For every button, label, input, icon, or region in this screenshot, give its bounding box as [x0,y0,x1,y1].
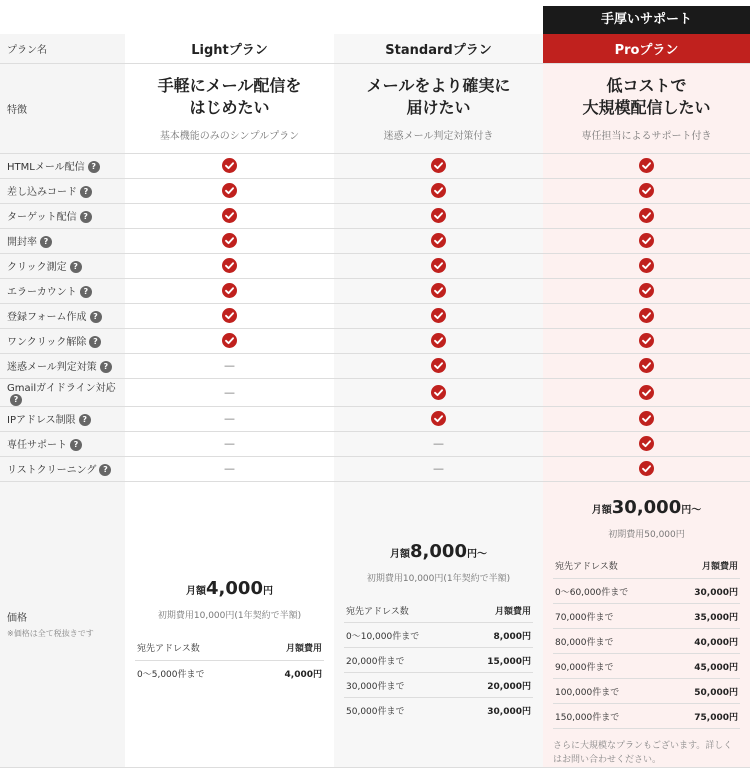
check-icon [431,208,446,223]
pro-price-table [553,554,740,730]
help-icon[interactable]: ? [80,186,92,198]
feature-name: HTMLメール配信 [7,162,85,173]
check-icon [222,183,237,198]
plan-header-row [0,34,750,63]
not-available-dash: — [224,385,235,399]
not-available-dash: — [224,437,235,450]
pro-feature-cell [543,63,750,153]
check-icon [431,411,446,426]
price-tier-row [344,648,533,673]
standard-initial-fee: 初期費用10,000円(1年契約で半額) [366,573,511,584]
check-icon [639,183,654,198]
feature-name: 登録フォーム作成 [7,312,87,323]
tier-range: 150,000件まで [553,704,669,729]
tier-range: 100,000件まで [553,679,669,704]
feature-name-cell [0,153,125,178]
light-price-prefix: 月額 [186,586,207,598]
standard-feature-availability [334,278,543,303]
price-tier-row [344,673,533,698]
pro-more-plans-note: さらに大規模なプランもございます。詳しくはお問い合わせください。 [553,741,733,765]
light-feature-availability [125,303,334,328]
check-icon [639,436,654,451]
check-icon [639,208,654,223]
light-feature-cell [125,63,334,153]
help-icon[interactable]: ? [10,394,22,406]
pro-feature-availability [543,278,750,303]
feature-row-item [0,353,750,378]
price-tier-row [344,623,533,648]
pro-feature-availability [543,178,750,203]
pro-feature-availability [543,378,750,406]
light-feature-availability [125,406,334,431]
tier-fee: 20,000円 [461,673,533,698]
feature-row-item [0,253,750,278]
standard-feature-availability [334,406,543,431]
pro-price-suffix: 円〜 [681,504,702,516]
standard-price-prefix: 月額 [390,548,411,560]
pro-feature-title-1: 低コストで [606,75,687,95]
check-icon [222,158,237,173]
feature-name: クリック測定 [7,262,67,273]
tier-range: 0〜5,000件まで [137,669,205,680]
help-icon[interactable]: ? [100,361,112,373]
price-tier-row [135,660,324,685]
help-icon[interactable]: ? [80,286,92,298]
pro-feature-availability [543,228,750,253]
price-tier-row [553,654,740,679]
standard-price-headline [344,541,533,562]
light-feature-availability [125,228,334,253]
feature-name-cell [0,303,125,328]
recommended-badge: 手厚いサポート [543,6,750,34]
standard-feature-availability [334,228,543,253]
price-tier-row [553,704,740,729]
standard-feature-title-1: メールをより確実に [366,75,511,95]
price-label-cell [0,481,125,768]
standard-price-amount: 8,000 [410,540,467,562]
light-feature-availability [125,378,334,406]
feature-name: リストクリーニング [7,465,97,476]
check-icon [431,158,446,173]
feature-name-cell [0,328,125,353]
pro-initial-fee: 初期費用50,000円 [608,529,685,540]
pro-feature-availability [543,153,750,178]
light-feature-availability [125,431,334,456]
feature-name-cell [0,203,125,228]
help-icon[interactable]: ? [70,439,82,451]
standard-feature-availability [334,378,543,406]
not-available-dash: — [224,359,235,372]
feature-row-item [0,378,750,406]
help-icon[interactable]: ? [99,464,111,476]
light-price-suffix: 円 [262,586,273,598]
feature-row-item [0,431,750,456]
light-feature-availability [125,203,334,228]
price-tier-row [553,629,740,654]
standard-feature-availability [334,253,543,278]
tier-range: 50,000件まで [346,707,405,717]
pro-price-cell [543,481,750,768]
check-icon [639,258,654,273]
light-price-amount: 4,000 [206,578,263,600]
feature-name-cell [0,353,125,378]
feature-row-item [0,456,750,481]
feature-name-cell [0,228,125,253]
standard-col-fee: 月額費用 [461,598,533,623]
check-icon [639,283,654,298]
check-icon [222,333,237,348]
check-icon [431,358,446,373]
pro-feature-availability [543,353,750,378]
light-initial-fee: 初期費用10,000円(1年契約で半額) [157,611,302,622]
feature-name-cell [0,178,125,203]
pro-plan-header: Proプラン [543,34,750,63]
light-plan-header: Lightプラン [125,34,334,63]
tier-fee: 75,000円 [669,704,740,729]
tier-fee: 30,000円 [669,579,740,604]
standard-price-table [344,598,533,723]
check-icon [639,385,654,400]
light-feature-availability [125,153,334,178]
pro-price-rows [553,579,740,729]
pro-feature-sub: 専任担当によるサポート付き [581,130,712,142]
light-feature-sub: 基本機能のみのシンプルプラン [159,130,300,142]
standard-feature-availability [334,303,543,328]
plan-name-label: プラン名 [0,34,125,63]
feature-label: 特徴 [0,63,125,153]
light-col-fee: 月額費用 [255,635,324,660]
tier-range: 0〜60,000件まで [553,579,669,604]
standard-feature-availability [334,203,543,228]
standard-feature-availability [334,353,543,378]
check-icon [222,208,237,223]
feature-row-item [0,203,750,228]
light-feature-availability [125,353,334,378]
feature-name: 専任サポート [7,440,67,451]
feature-name: ターゲット配信 [7,212,77,223]
pro-feature-title-2: 大規模配信したい [582,97,711,117]
light-feature-title-2: はじめたい [189,97,270,117]
feature-row-item [0,278,750,303]
feature-row [0,63,750,153]
feature-name: 開封率 [7,237,37,248]
pro-feature-availability [543,253,750,278]
light-feature-availability [125,278,334,303]
tier-fee: 45,000円 [669,654,740,679]
light-feature-title-1: 手軽にメール配信を [157,75,302,95]
help-icon[interactable]: ? [80,211,92,223]
help-icon[interactable]: ? [79,414,91,426]
not-available-dash: — [224,412,235,425]
feature-name: Gmailガイドライン対応 [7,382,116,394]
check-icon [639,233,654,248]
feature-name: ワンクリック解除 [7,337,87,348]
tier-range: 90,000件まで [553,654,669,679]
standard-feature-cell [334,63,543,153]
check-icon [639,333,654,348]
standard-feature-availability [334,153,543,178]
standard-col-address: 宛先アドレス数 [344,598,461,623]
tier-range: 0〜10,000件まで [344,623,461,648]
price-tier-row [553,579,740,604]
check-icon [222,258,237,273]
feature-name-cell [0,253,125,278]
standard-feature-availability [334,456,543,481]
pro-price-amount: 30,000 [611,496,682,518]
feature-row-item [0,303,750,328]
price-tax-note: ※価格は全て税抜きです [7,629,94,639]
pro-feature-availability [543,303,750,328]
feature-name: IPアドレス制限 [7,415,76,426]
standard-feature-availability [334,178,543,203]
not-available-dash: — [433,462,444,475]
standard-feature-sub: 迷惑メール判定対策付き [383,130,494,142]
price-row [0,481,750,768]
price-tier-row [553,604,740,629]
tier-range: 20,000件まで [344,648,461,673]
check-icon [431,183,446,198]
feature-row-item [0,328,750,353]
price-tier-row [553,679,740,704]
price-tier-row [344,698,533,723]
pro-feature-availability [543,406,750,431]
help-icon[interactable]: ? [88,161,100,173]
feature-name: 迷惑メール判定対策 [7,362,97,373]
light-price-table [135,635,324,685]
tier-fee: 30,000円 [487,707,531,717]
help-icon[interactable]: ? [70,261,82,273]
standard-price-cell [334,481,543,768]
check-icon [222,308,237,323]
pro-feature-availability [543,203,750,228]
light-col-address: 宛先アドレス数 [135,635,255,660]
check-icon [639,308,654,323]
check-icon [431,283,446,298]
standard-price-suffix: 円〜 [466,548,487,560]
pro-price-prefix: 月額 [591,504,612,516]
check-icon [431,385,446,400]
light-price-cell [125,481,334,768]
pro-col-fee: 月額費用 [669,554,740,579]
tier-fee: 8,000円 [461,623,533,648]
tier-fee: 4,000円 [284,669,322,680]
plan-comparison-table [0,34,750,768]
check-icon [431,308,446,323]
standard-price-rows [344,623,533,723]
check-icon [639,158,654,173]
pro-col-address: 宛先アドレス数 [553,554,669,579]
not-available-dash: — [224,462,235,475]
tier-fee: 15,000円 [461,648,533,673]
feature-row-item [0,228,750,253]
feature-name: 差し込みコード [7,187,77,198]
tier-range: 30,000件まで [344,673,461,698]
standard-feature-availability [334,431,543,456]
help-icon[interactable]: ? [90,311,102,323]
standard-plan-header: Standardプラン [334,34,543,63]
light-feature-availability [125,178,334,203]
check-icon [639,358,654,373]
help-icon[interactable]: ? [89,336,101,348]
feature-row-item [0,406,750,431]
tier-fee: 50,000円 [669,679,740,704]
pro-price-headline [553,497,740,518]
check-icon [222,233,237,248]
light-feature-availability [125,328,334,353]
pro-feature-availability [543,431,750,456]
pro-feature-availability [543,456,750,481]
check-icon [431,258,446,273]
feature-name-cell [0,378,125,406]
help-icon[interactable]: ? [40,236,52,248]
feature-row-item [0,153,750,178]
feature-name-cell [0,431,125,456]
tier-range: 70,000件まで [553,604,669,629]
light-feature-availability [125,253,334,278]
pro-feature-availability [543,328,750,353]
check-icon [639,461,654,476]
price-label: 価格 [7,613,27,625]
standard-feature-availability [334,328,543,353]
feature-name-cell [0,278,125,303]
check-icon [431,233,446,248]
tier-fee: 35,000円 [669,604,740,629]
light-feature-availability [125,456,334,481]
light-price-rows [135,660,324,685]
tier-fee: 40,000円 [669,629,740,654]
not-available-dash: — [433,437,444,450]
feature-name: エラーカウント [7,287,77,298]
check-icon [431,333,446,348]
feature-name-cell [0,456,125,481]
check-icon [639,411,654,426]
feature-row-item [0,178,750,203]
light-price-headline [135,578,324,599]
feature-name-cell [0,406,125,431]
check-icon [222,283,237,298]
tier-range: 80,000件まで [553,629,669,654]
standard-feature-title-2: 届けたい [406,97,471,117]
